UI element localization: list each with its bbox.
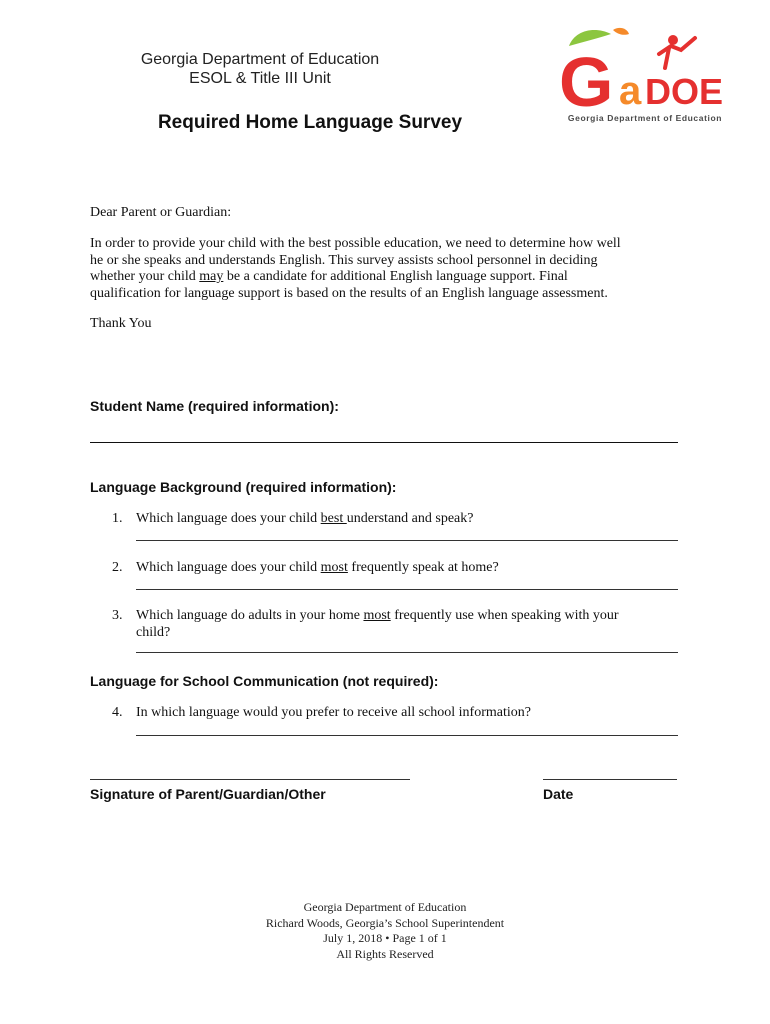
question-2-number: 2. <box>112 560 123 575</box>
page-title: Required Home Language Survey <box>157 112 463 133</box>
question-1-number: 1. <box>112 511 123 526</box>
signature-label: Signature of Parent/Guardian/Other <box>90 786 326 802</box>
thank-you: Thank You <box>90 316 152 331</box>
body-line-1: In order to provide your child with the best possible education, we need to determine how well <box>90 236 621 251</box>
salutation: Dear Parent or Guardian: <box>90 205 232 220</box>
date-label: Date <box>543 786 574 802</box>
student-name-line[interactable] <box>90 442 678 443</box>
question-1-text <box>136 511 681 528</box>
logo-letter-a: a <box>619 69 642 113</box>
body-line-4: qualification for language support is based on the results of an English language assessment. <box>90 285 608 301</box>
footer-rights: All Rights Reserved <box>336 946 434 961</box>
q2-text-start: Which language does your child <box>136 560 321 575</box>
q2-text-end: frequently speak at home? <box>347 560 499 575</box>
q3-text-start: Which language do adults in your home <box>136 608 364 623</box>
question-3-text <box>136 608 681 641</box>
logo-leaf-accent <box>613 28 629 35</box>
question-4-number: 4. <box>112 705 123 720</box>
question-2 <box>112 560 682 600</box>
body-line-3 <box>90 269 680 286</box>
footer-date-page: July 1, 2018 • Page 1 of 1 <box>323 931 447 945</box>
q2-emphasis: most <box>320 560 348 575</box>
emphasis-may: may <box>199 269 224 284</box>
school-communication-label: Language for School Communication (not required): <box>90 673 439 689</box>
q3-emphasis: most <box>363 608 391 623</box>
answer-line-4[interactable] <box>136 735 678 736</box>
question-3-number: 3. <box>112 608 123 623</box>
question-4 <box>112 705 682 745</box>
question-3 <box>112 608 682 648</box>
q1-text-end: understand and speak? <box>346 511 474 526</box>
signature-line[interactable] <box>90 779 410 780</box>
question-1 <box>112 511 682 551</box>
answer-line-3[interactable] <box>136 652 678 653</box>
letter-body <box>90 236 680 302</box>
answer-line-2[interactable] <box>136 589 678 590</box>
body-line-3-end: be a candidate for additional English language support. Final <box>223 269 568 284</box>
footer-org: Georgia Department of Education <box>303 900 467 914</box>
logo-letters-doe: DOE <box>645 71 724 112</box>
footer <box>200 900 570 962</box>
q1-emphasis: best <box>320 511 347 526</box>
question-2-text <box>136 560 681 577</box>
question-4-text: In which language would you prefer to receive all school information? <box>136 705 531 720</box>
date-line[interactable] <box>543 779 677 780</box>
footer-superintendent: Richard Woods, Georgia’s School Superintendent <box>265 915 505 930</box>
q1-text-start: Which language does your child <box>136 511 321 526</box>
student-name-label: Student Name (required information): <box>90 398 339 414</box>
gadoe-logo <box>555 24 735 124</box>
body-line-3-start: whether your child <box>90 269 200 284</box>
q3-text-line-2: child? <box>136 624 171 640</box>
header-unit-name: ESOL & Title III Unit <box>189 70 331 87</box>
answer-line-1[interactable] <box>136 540 678 541</box>
language-background-label: Language Background (required information): <box>90 479 397 495</box>
body-line-2: he or she speaks and understands English. This survey assists school personnel in deciding <box>90 252 598 268</box>
logo-caption: Georgia Department of Education <box>567 113 723 123</box>
q3-text-end: frequently use when speaking with your <box>390 608 619 623</box>
header-org-name: Georgia Department of Education <box>140 51 380 68</box>
logo-letter-g: G <box>559 43 614 121</box>
logo-graduate-figure <box>659 35 695 68</box>
